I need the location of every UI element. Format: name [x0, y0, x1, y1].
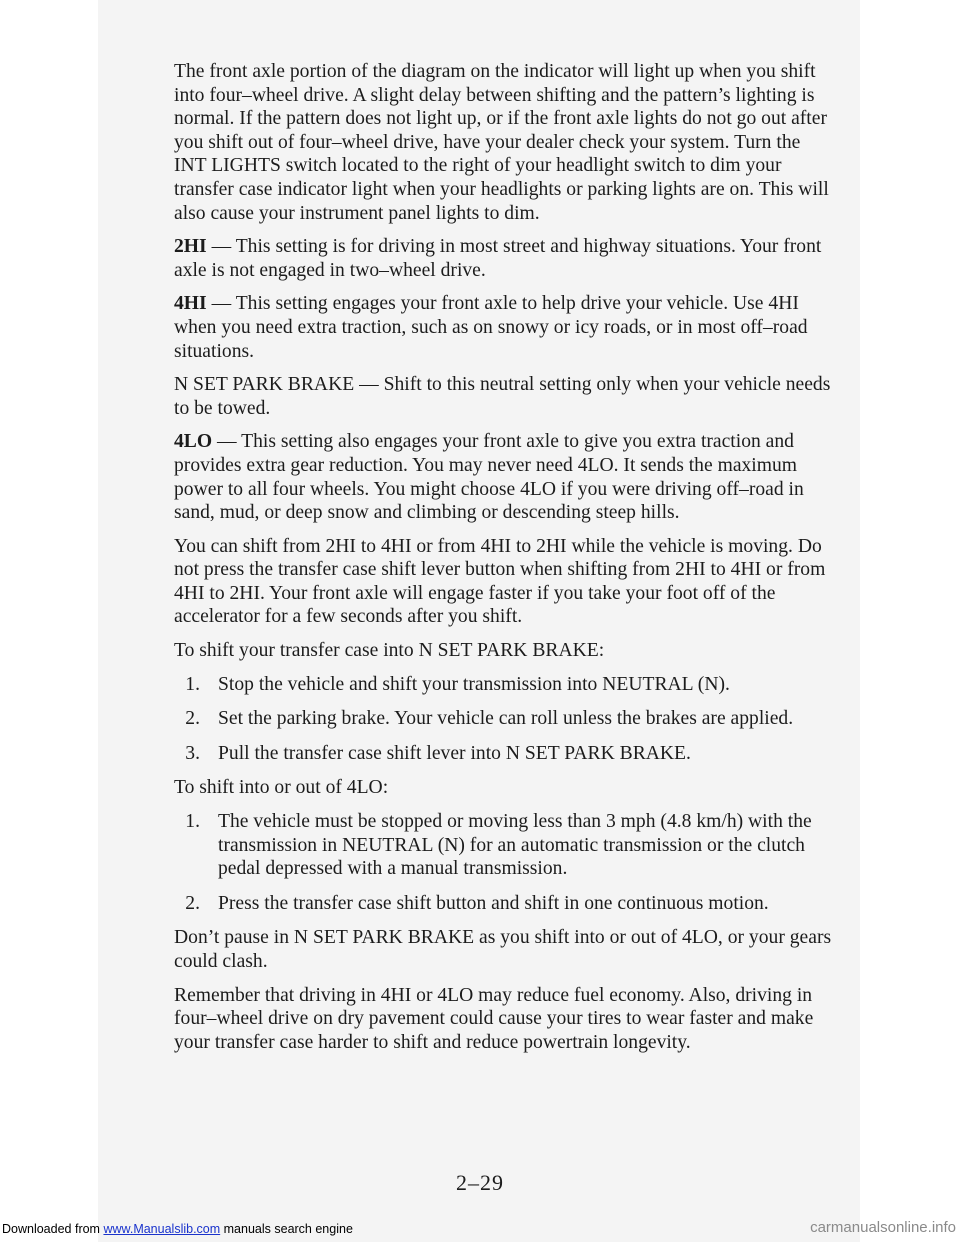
- text-2hi: — This setting is for driving in most street and highway situations. Your front axle is not engaged in two–wheel drive.: [174, 236, 822, 281]
- paragraph-dont-pause: Don’t pause in N SET PARK BRAKE as you shift into or out of 4LO, or your gears could clash.: [174, 927, 832, 972]
- list-item: [174, 892, 834, 916]
- term-4lo: 4LO: [174, 431, 213, 453]
- list-item-number: 1.: [185, 673, 200, 695]
- term-2hi: 2HI: [174, 236, 207, 258]
- list-item-text: Press the transfer case shift button and shift in one continuous motion.: [218, 892, 769, 914]
- text-4lo: — This setting also engages your front axle to give you extra traction and provides extra gear reduction. You may never need 4LO. It sends the maximum power to all four wheels. You might choose 4LO if you were driving off–road in sand, mud, or deep snow and climbing or descending steep hills.: [174, 431, 804, 524]
- list-item-text: Stop the vehicle and shift your transmission into NEUTRAL (N).: [218, 673, 730, 695]
- manualslib-link[interactable]: www.Manualslib.com: [103, 1222, 221, 1236]
- list-item-text: Set the parking brake. Your vehicle can roll unless the brakes are applied.: [218, 708, 794, 730]
- list-item-text: Pull the transfer case shift lever into N SET PARK BRAKE.: [218, 742, 691, 764]
- text-4hi: — This setting engages your front axle to help drive your vehicle. Use 4HI when you need extra traction, such as on snowy or icy roads, or in most off–road situations.: [174, 293, 808, 362]
- footer-prefix: Downloaded from: [2, 1222, 104, 1236]
- term-4hi: 4HI: [174, 293, 207, 315]
- footer-suffix: manuals search engine: [220, 1222, 353, 1236]
- list-shift-4lo: [174, 810, 834, 915]
- paragraph-2hi: [174, 235, 834, 282]
- page-number: 2–29: [456, 1170, 504, 1195]
- download-footer: [2, 1222, 353, 1236]
- list-item-number: 1.: [185, 811, 200, 833]
- list-item: [174, 673, 834, 697]
- list-shift-neutral: [174, 673, 834, 766]
- list-item-text: The vehicle must be stopped or moving less than 3 mph (4.8 km/h) with the transmission in NEUTRAL (N) for an automatic transmission or the clutch pedal depressed with a manual transmission.: [218, 811, 812, 880]
- paragraph-4lo: [174, 430, 834, 524]
- list-item: [174, 810, 834, 881]
- paragraph-shift-neutral-intro: To shift your transfer case into N SET PARK BRAKE:: [174, 640, 605, 662]
- paragraph-shift-4lo-intro: To shift into or out of 4LO:: [174, 777, 389, 799]
- paragraph-4hi: [174, 292, 834, 363]
- paragraph-n-set-park-brake: N SET PARK BRAKE — Shift to this neutral setting only when your vehicle needs to be towed.: [174, 374, 831, 419]
- paragraph-indicator: The front axle portion of the diagram on the indicator will light up when you shift into four–wheel drive. A slight delay between shifting and the pattern’s lighting is normal. If the pattern does not light up, or if the front axle lights do not go out after you shift out of four–wheel drive, have your dealer check your system. Turn the INT LIGHTS switch located to the right of your headlight switch to dim your transfer case indicator light when your headlights or parking lights are on. This will also cause your instrument panel lights to dim.: [174, 61, 829, 224]
- watermark: carmanualsonline.info: [810, 1219, 956, 1236]
- list-item-number: 2.: [185, 892, 200, 914]
- list-item: [174, 707, 834, 731]
- list-item: [174, 742, 834, 766]
- list-item-number: 2.: [185, 708, 200, 730]
- paragraph-fuel-economy: Remember that driving in 4HI or 4LO may reduce fuel economy. Also, driving in four–wheel drive on dry pavement could cause your tires to wear faster and make your transfer case harder to shift and reduce powertrain longevity.: [174, 984, 814, 1053]
- list-item-number: 3.: [185, 742, 200, 764]
- paragraph-shifting: You can shift from 2HI to 4HI or from 4HI to 2HI while the vehicle is moving. Do not press the transfer case shift lever button when shifting from 2HI to 4HI or from 4HI to 2HI. Your front axle will engage faster if you take your foot off of the accelerator for a few seconds after you shift.: [174, 535, 826, 628]
- page-content: [174, 60, 834, 1064]
